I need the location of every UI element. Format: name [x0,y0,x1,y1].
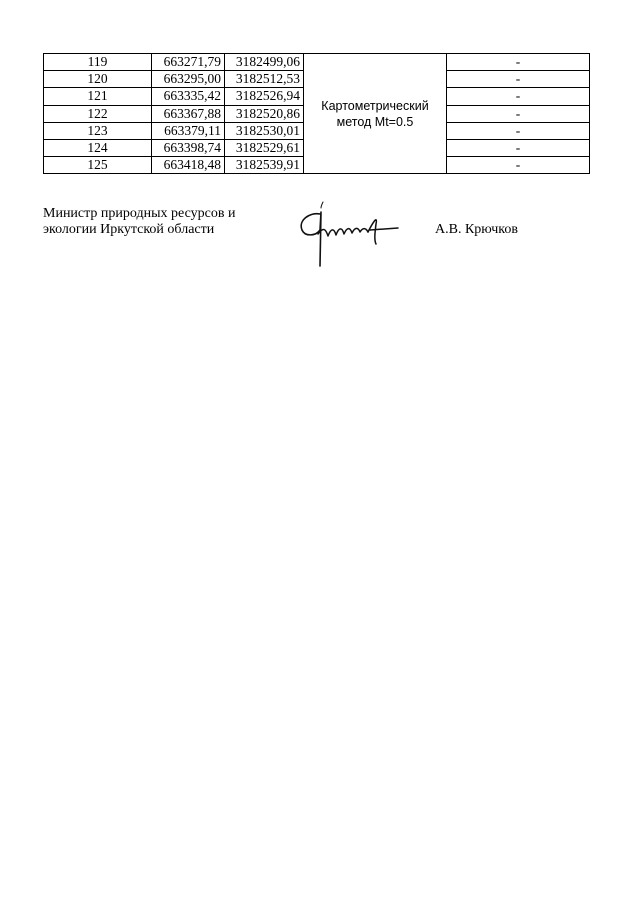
x-coordinate-cell: 663335,42 [152,88,225,105]
signatory-position-line-2: экологии Иркутской области [43,222,215,237]
signatory-name: А.В. Крючков [435,222,518,237]
point-number-cell: 121 [44,88,152,105]
note-cell: - [447,88,590,105]
y-coordinate-cell: 3182530,01 [225,122,304,139]
coordinates-table-body [44,54,590,174]
method-cell [304,54,447,174]
y-coordinate-cell: 3182526,94 [225,88,304,105]
y-coordinate-cell: 3182520,86 [225,105,304,122]
note-cell: - [447,157,590,174]
x-coordinate-cell: 663398,74 [152,139,225,156]
note-cell: - [447,122,590,139]
note-cell: - [447,71,590,88]
point-number-cell: 119 [44,54,152,71]
point-number-cell: 124 [44,139,152,156]
method-line-1: Картометрический [321,98,429,113]
y-coordinate-cell: 3182512,53 [225,71,304,88]
x-coordinate-cell: 663367,88 [152,105,225,122]
y-coordinate-cell: 3182539,91 [225,157,304,174]
x-coordinate-cell: 663271,79 [152,54,225,71]
method-line-2: метод Mt=0.5 [336,114,414,129]
y-coordinate-cell: 3182499,06 [225,54,304,71]
point-number-cell: 122 [44,105,152,122]
point-number-cell: 125 [44,157,152,174]
note-cell: - [447,54,590,71]
x-coordinate-cell: 663379,11 [152,122,225,139]
note-cell: - [447,139,590,156]
coordinates-table [43,53,590,174]
signatory-position-line-1: Министр природных ресурсов и [43,206,236,221]
note-cell: - [447,105,590,122]
point-number-cell: 120 [44,71,152,88]
signatory-position [43,206,235,238]
handwritten-signature [290,200,410,270]
x-coordinate-cell: 663418,48 [152,157,225,174]
y-coordinate-cell: 3182529,61 [225,139,304,156]
table-row [44,54,590,71]
point-number-cell: 123 [44,122,152,139]
x-coordinate-cell: 663295,00 [152,71,225,88]
